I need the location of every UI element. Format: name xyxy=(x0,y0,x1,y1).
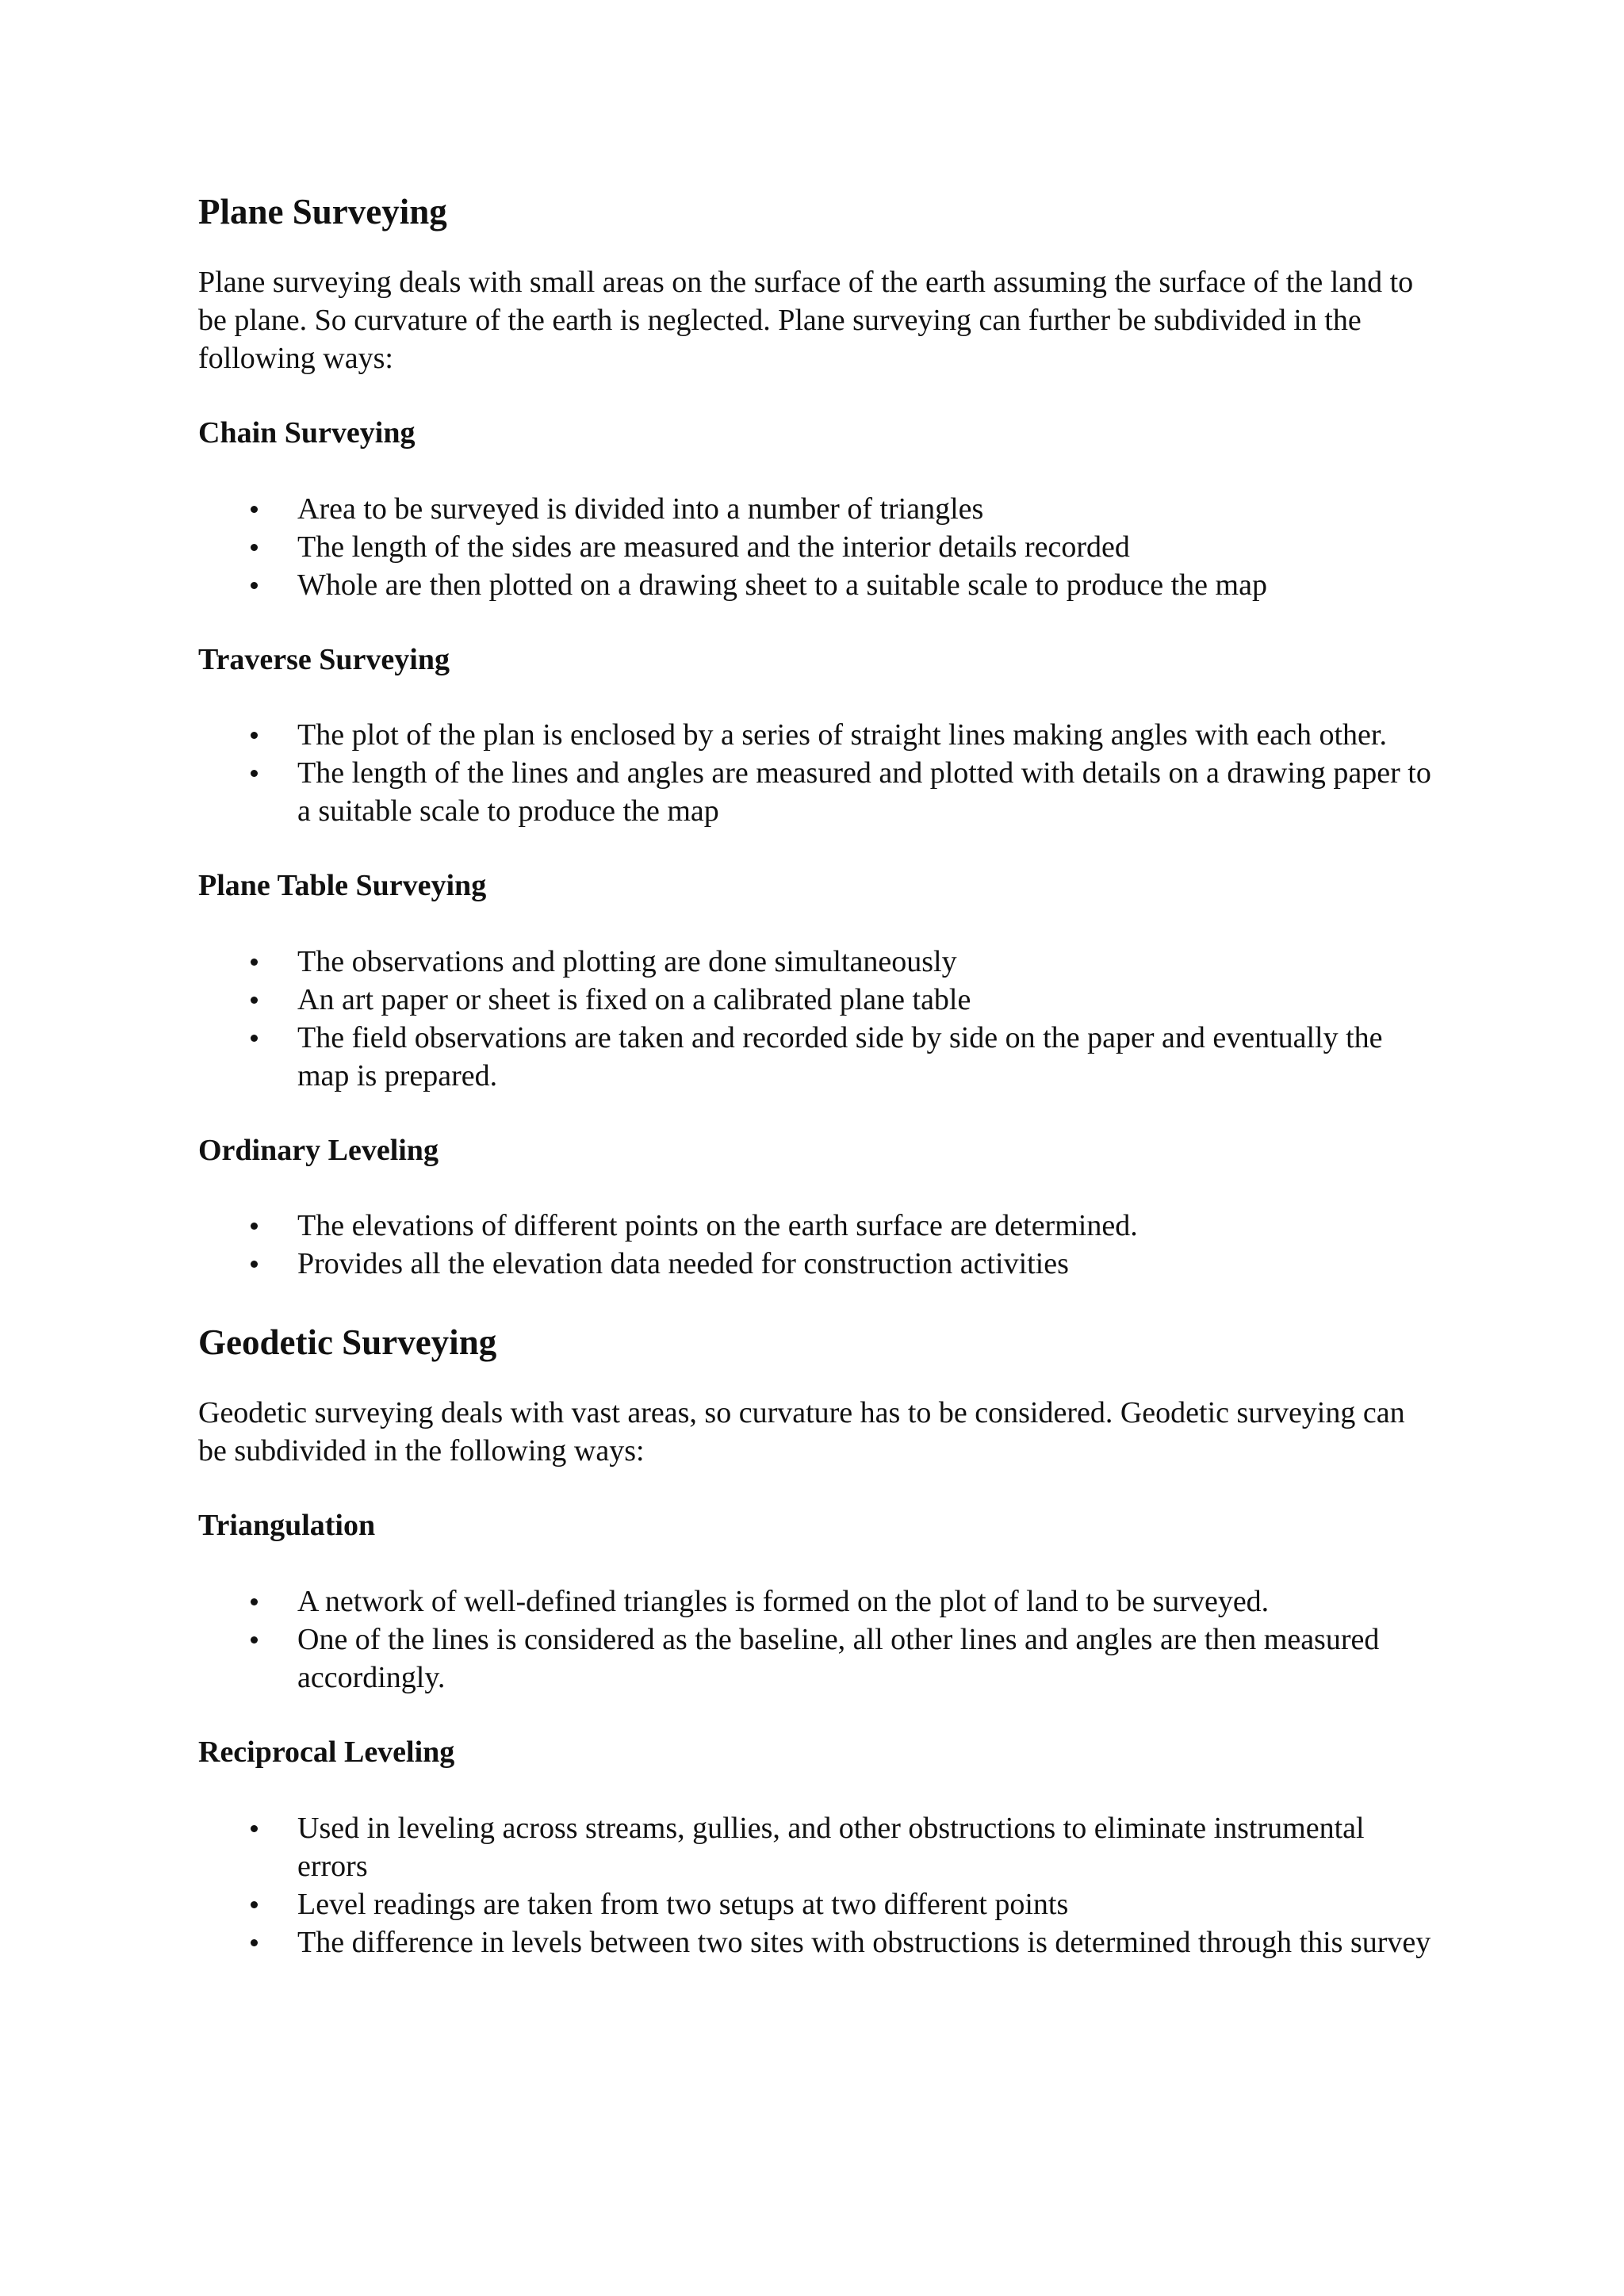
list-item: The observations and plotting are done simultaneously xyxy=(198,943,1435,981)
section-intro-plane-surveying: Plane surveying deals with small areas on the surface of the earth assuming the surface of the land to be plane. So curvature of the earth is neglected. Plane surveying can further be subdivided in the following ways: xyxy=(198,266,1414,375)
subsection-title-reciprocal-leveling: Reciprocal Leveling xyxy=(198,1735,455,1769)
section-intro-geodetic-surveying: Geodetic surveying deals with vast areas, so curvature has to be considered. Geodetic surveying can be subdivided in the following ways: xyxy=(198,1396,1405,1468)
list-item: Whole are then plotted on a drawing sheet to a suitable scale to produce the map xyxy=(198,566,1435,604)
list-item: The length of the lines and angles are measured and plotted with details on a drawing paper to a suitable scale to produce the map xyxy=(198,754,1435,830)
bullet-icon xyxy=(251,770,258,777)
bullet-icon xyxy=(251,1636,258,1644)
list-item: One of the lines is considered as the baseline, all other lines and angles are then measured accordingly. xyxy=(198,1621,1435,1697)
list-item: A network of well-defined triangles is formed on the plot of land to be surveyed. xyxy=(198,1582,1435,1621)
bullet-icon xyxy=(251,1939,258,1946)
bullet-icon xyxy=(251,959,258,966)
bullet-icon xyxy=(251,1825,258,1832)
list-item: Used in leveling across streams, gullies, and other obstructions to eliminate instrumental errors xyxy=(198,1809,1435,1885)
bullet-icon xyxy=(251,506,258,513)
bullet-list-plane-table-surveying xyxy=(198,943,1435,1095)
section-title-geodetic-surveying: Geodetic Surveying xyxy=(198,1322,497,1363)
subsection-title-chain-surveying: Chain Surveying xyxy=(198,416,416,450)
list-item: The plot of the plan is enclosed by a series of straight lines making angles with each other. xyxy=(198,716,1435,754)
document-page xyxy=(198,190,1435,1999)
bullet-icon xyxy=(251,1261,258,1268)
subsection-title-traverse-surveying: Traverse Surveying xyxy=(198,642,450,676)
list-item: The length of the sides are measured and the interior details recorded xyxy=(198,528,1435,566)
bullet-list-traverse-surveying xyxy=(198,716,1435,830)
section-title-plane-surveying: Plane Surveying xyxy=(198,192,447,232)
list-item: An art paper or sheet is fixed on a calibrated plane table xyxy=(198,981,1435,1019)
bullet-list-chain-surveying xyxy=(198,490,1435,604)
bullet-list-reciprocal-leveling xyxy=(198,1809,1435,1961)
list-item: The difference in levels between two sites with obstructions is determined through this survey xyxy=(198,1923,1435,1961)
list-item: Level readings are taken from two setups at two different points xyxy=(198,1885,1435,1923)
bullet-icon xyxy=(251,1035,258,1042)
bullet-icon xyxy=(251,997,258,1004)
list-item: Area to be surveyed is divided into a number of triangles xyxy=(198,490,1435,528)
list-item: Provides all the elevation data needed for construction activities xyxy=(198,1245,1435,1283)
subsection-title-ordinary-leveling: Ordinary Leveling xyxy=(198,1133,439,1167)
bullet-icon xyxy=(251,1901,258,1908)
bullet-icon xyxy=(251,732,258,739)
bullet-icon xyxy=(251,1598,258,1605)
subsection-title-plane-table-surveying: Plane Table Surveying xyxy=(198,869,487,903)
bullet-list-ordinary-leveling xyxy=(198,1207,1435,1283)
subsection-title-triangulation: Triangulation xyxy=(198,1509,376,1543)
bullet-icon xyxy=(251,544,258,551)
list-item: The field observations are taken and recorded side by side on the paper and eventually the map is prepared. xyxy=(198,1019,1435,1095)
bullet-list-triangulation xyxy=(198,1582,1435,1697)
list-item: The elevations of different points on the earth surface are determined. xyxy=(198,1207,1435,1245)
bullet-icon xyxy=(251,582,258,589)
bullet-icon xyxy=(251,1223,258,1230)
